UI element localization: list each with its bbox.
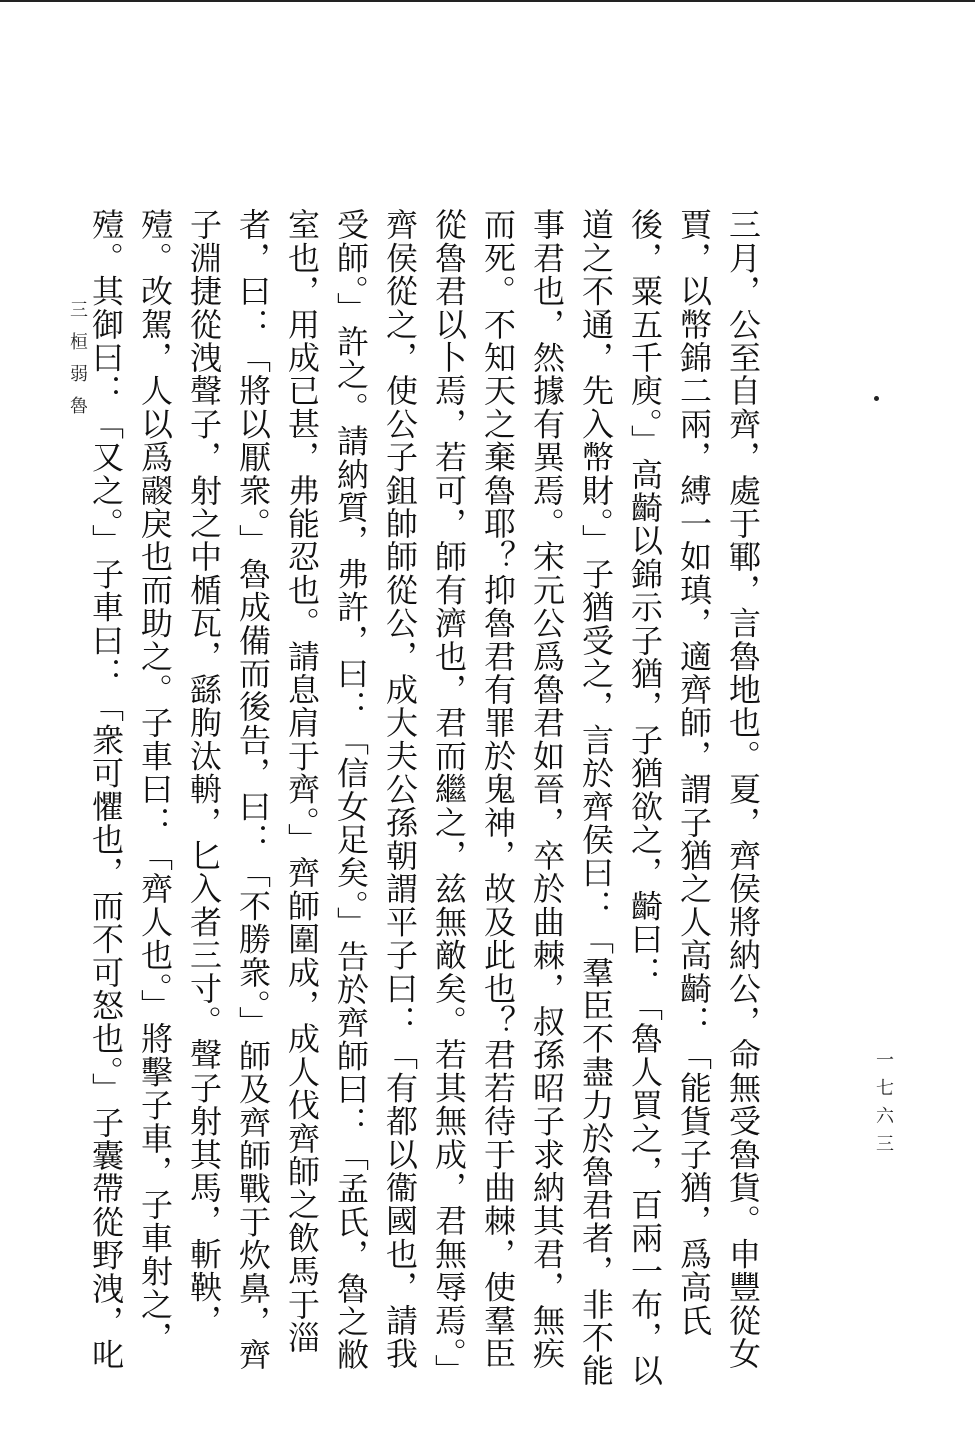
paragraph: 三月，公至自齊，處于鄆，言魯地也。夏，齊侯將納公，命無受魯貨。申豐從女賈，以幣錦二兩，縛一如瑱，適齊師，謂子猶之人高齮：「能貨子猶，爲高氏後，粟五千庾。」高齮以錦示子猶，子猶欲之，齮曰：「魯人買之，百兩一布，以道之不通，先入幣財。」子猶受之，言於齊侯曰：「羣臣不盡力於魯君者，非不能事君也，然據有異焉。宋元公爲魯君如晉，卒於曲棘，叔孫昭子求納其君，無疾而死。不知天之棄魯耶？抑魯君有罪於鬼神，故及此也？君若待于曲棘，使羣臣從魯君以卜焉，若可，師有濟也，君而繼之，兹無敵矣。若其無成，君無辱焉。」齊侯從之，使公子鉏帥師從公，成大夫公孫朝謂平子曰：「有都以衞國也，請我受師。」許之。請納質，弗許，曰：「信女足矣。」告於齊師曰：「孟氏，魯之敝室也，用成已甚，弗能忍也。請息肩于齊。」齊師圍成，成人伐齊師之飲馬于淄者，曰：「將以厭衆。」魯成備而後告，曰：「不勝衆。」師及齊師戰于炊鼻，齊子淵捷從洩聲子，射之中楯瓦，繇朐汰輈，匕入者三寸。聲子射其馬，斬鞅，殪。改駕，人以爲鬷戾也而助之。子車曰：「齊人也。」將擊子車，子車射之，殪。其御曰：「又之。」子車曰：「衆可懼也，而不可怒也。」子囊帶從野洩，叱 xyxy=(87,208,762,1388)
print-speck xyxy=(874,396,879,401)
running-head: 三桓弱魯 xyxy=(67,300,88,428)
body-text xyxy=(87,208,767,1388)
top-edge-rule xyxy=(0,0,975,2)
page-number: 一七六三 xyxy=(873,1050,894,1162)
